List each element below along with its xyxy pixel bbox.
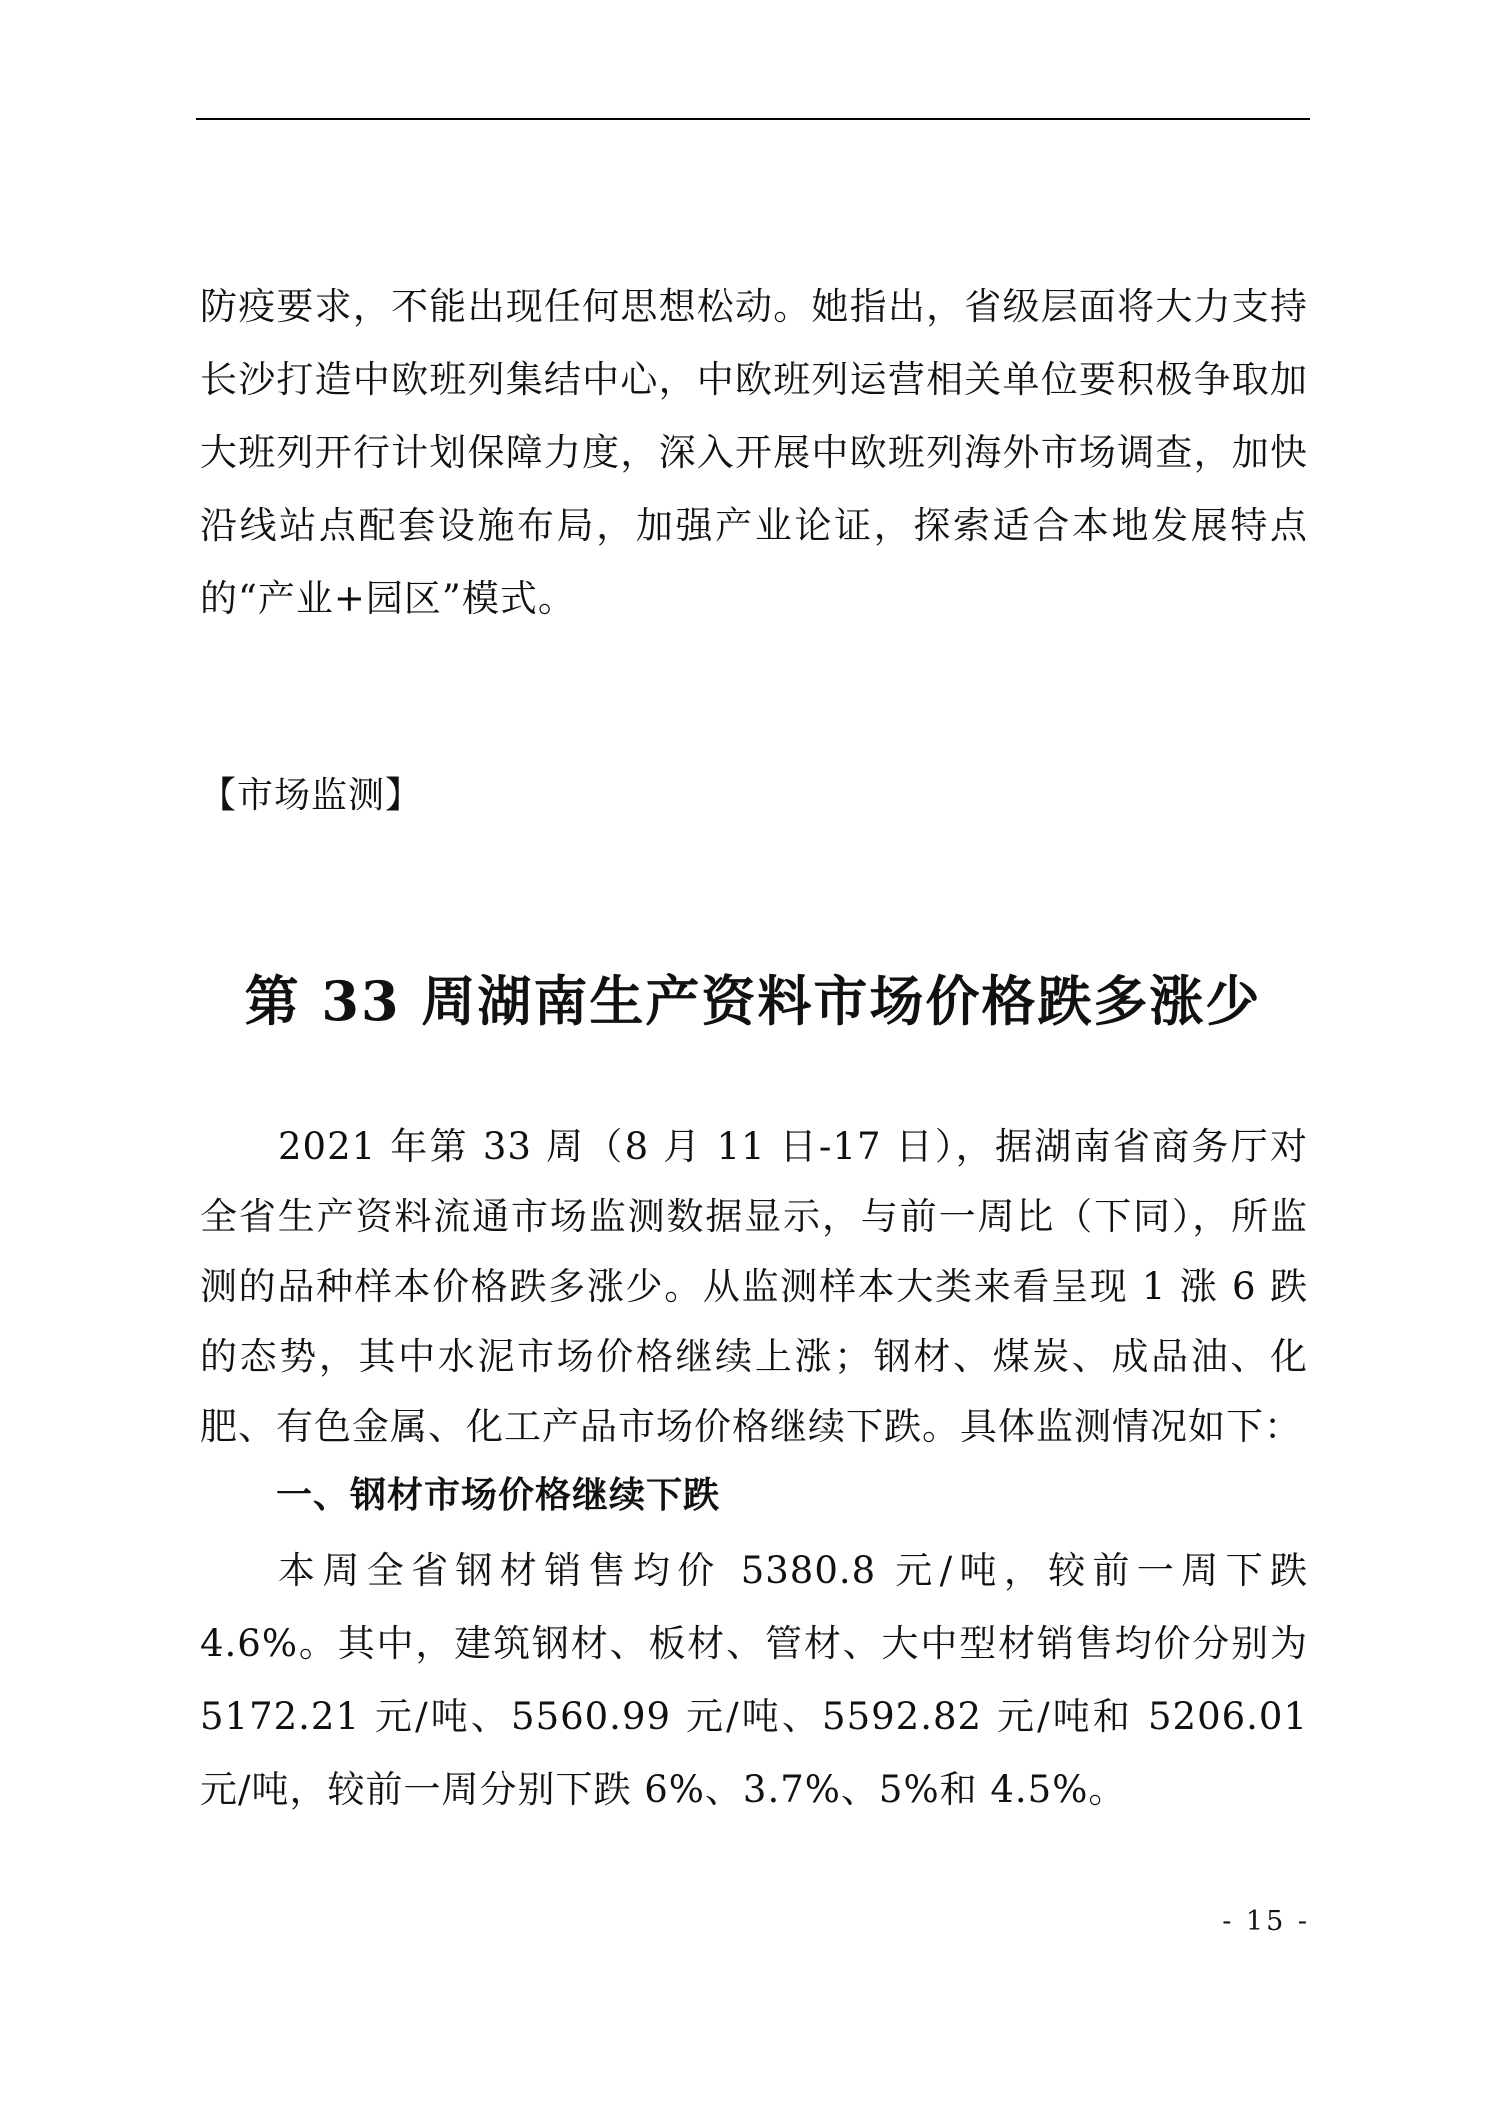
subheading-steel-market: 一、钢材市场价格继续下跌 bbox=[276, 1475, 721, 1516]
lead-paragraph: 2021 年第 33 周（8 月 11 日-17 日），据湖南省商务厅对全省生产资料流通市场监测数据显示，与前一周比（下同），所监测的品种样本价格跌多涨少。从监测样本大类来看呈现 1 涨 6 跌的态势，其中水泥市场价格继续上涨；钢材、煤炭、成品油、化肥、有色金属、化工产品市场价格继续下跌。具体监测情况如下： bbox=[200, 1125, 1308, 1448]
intro-paragraph: 防疫要求，不能出现任何思想松动。她指出，省级层面将大力支持长沙打造中欧班列集结中心，中欧班列运营相关单位要积极争取加大班列开行计划保障力度，深入开展中欧班列海外市场调查，加快沿线站点配套设施布局，加强产业论证，探索适合本地发展特点的“产业+园区”模式。 bbox=[200, 285, 1308, 620]
header-divider bbox=[196, 118, 1310, 120]
page-number: - 15 - bbox=[1222, 1906, 1310, 1937]
section-tag-market-monitoring: 【市场监测】 bbox=[200, 775, 423, 816]
steel-paragraph: 本周全省钢材销售均价 5380.8 元/吨，较前一周下跌 4.6%。其中，建筑钢材、板材、管材、大中型材销售均价分别为 5172.21 元/吨、5560.99 元/吨、5592.82 元/吨和 5206.01 元/吨，较前一周分别下跌 6%、3.7%、5%和 4.5%。 bbox=[200, 1549, 1308, 1811]
article-title: 第 33 周湖南生产资料市场价格跌多涨少 bbox=[244, 969, 1262, 1033]
